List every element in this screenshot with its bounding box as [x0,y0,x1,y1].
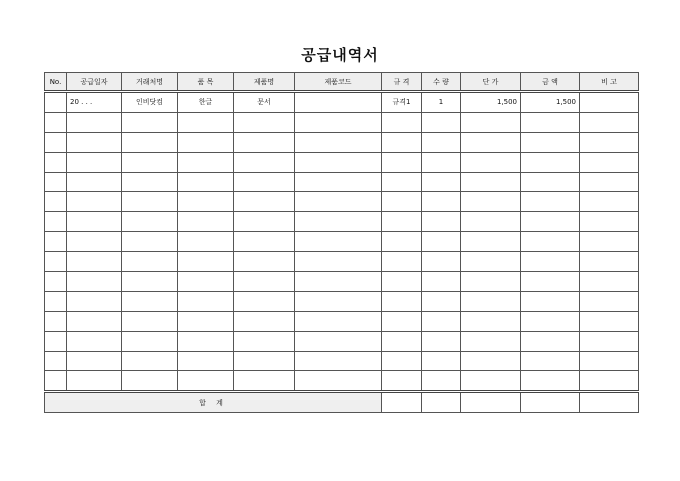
cell-product-code[interactable] [295,192,382,212]
cell-product-name[interactable] [234,192,295,212]
cell-supply-date[interactable] [67,351,122,371]
cell-note[interactable] [580,252,639,272]
cell-supply-date[interactable] [67,232,122,252]
cell-supply-date[interactable] [67,172,122,192]
cell-amount[interactable]: 1,500 [521,92,580,113]
column-header-unit-price: 단 가 [461,73,521,92]
cell-amount[interactable] [521,272,580,292]
column-header-spec: 규 격 [382,73,422,92]
cell-supply-date[interactable] [67,371,122,392]
cell-no[interactable] [45,212,67,232]
cell-product-code[interactable] [295,252,382,272]
cell-quantity[interactable]: 1 [422,92,461,113]
cell-product-name[interactable] [234,132,295,152]
cell-supply-date[interactable] [67,311,122,331]
cell-spec[interactable] [382,351,422,371]
total-label: 합 계 [45,392,382,413]
cell-note[interactable] [580,291,639,311]
cell-amount[interactable] [521,112,580,132]
cell-no[interactable] [45,152,67,172]
cell-amount[interactable] [521,371,580,392]
cell-spec[interactable] [382,232,422,252]
cell-note[interactable] [580,212,639,232]
cell-product-name[interactable] [234,252,295,272]
cell-unit-price[interactable]: 1,500 [461,92,521,113]
cell-no[interactable] [45,92,67,113]
cell-item[interactable] [178,132,234,152]
table-row [45,331,639,351]
cell-note[interactable] [580,232,639,252]
column-header-note: 비 고 [580,73,639,92]
cell-item[interactable] [178,212,234,232]
cell-product-name[interactable] [234,152,295,172]
cell-no[interactable] [45,272,67,292]
cell-item[interactable] [178,152,234,172]
cell-item[interactable] [178,112,234,132]
cell-product-name[interactable] [234,232,295,252]
cell-product-code[interactable] [295,331,382,351]
table-row [45,232,639,252]
cell-product-code[interactable] [295,132,382,152]
cell-quantity[interactable] [422,291,461,311]
cell-client-name[interactable] [122,371,178,392]
column-header-item: 품 목 [178,73,234,92]
cell-client-name[interactable] [122,212,178,232]
cell-amount[interactable] [521,252,580,272]
cell-unit-price[interactable] [461,112,521,132]
cell-product-code[interactable] [295,92,382,113]
cell-note[interactable] [580,192,639,212]
cell-note[interactable] [580,92,639,113]
column-header-client-name: 거래처명 [122,73,178,92]
cell-spec[interactable] [382,212,422,232]
column-header-quantity: 수 량 [422,73,461,92]
cell-product-name[interactable] [234,112,295,132]
cell-quantity[interactable] [422,112,461,132]
cell-quantity[interactable] [422,152,461,172]
cell-product-code[interactable] [295,311,382,331]
cell-quantity[interactable] [422,351,461,371]
cell-product-name[interactable]: 문서 [234,92,295,113]
cell-no[interactable] [45,112,67,132]
cell-note[interactable] [580,132,639,152]
cell-unit-price[interactable] [461,252,521,272]
cell-no[interactable] [45,172,67,192]
cell-unit-price[interactable] [461,291,521,311]
table-row [45,311,639,331]
cell-product-code[interactable] [295,371,382,392]
cell-no[interactable] [45,311,67,331]
header-row [45,73,639,92]
cell-client-name[interactable] [122,252,178,272]
cell-supply-date[interactable] [67,192,122,212]
cell-quantity[interactable] [422,132,461,152]
cell-item[interactable] [178,291,234,311]
cell-product-name[interactable] [234,351,295,371]
cell-quantity[interactable] [422,331,461,351]
cell-amount[interactable] [521,331,580,351]
cell-product-code[interactable] [295,232,382,252]
cell-note[interactable] [580,112,639,132]
table-row [45,192,639,212]
cell-product-name[interactable] [234,172,295,192]
cell-client-name[interactable] [122,331,178,351]
cell-note[interactable] [580,272,639,292]
cell-spec[interactable] [382,192,422,212]
cell-note[interactable] [580,152,639,172]
column-header-amount: 금 액 [521,73,580,92]
cell-quantity[interactable] [422,272,461,292]
cell-client-name[interactable] [122,132,178,152]
cell-amount[interactable] [521,232,580,252]
cell-item[interactable]: 한글 [178,92,234,113]
cell-amount[interactable] [521,212,580,232]
cell-product-code[interactable] [295,152,382,172]
cell-client-name[interactable] [122,232,178,252]
document-title: 공급내역서 [301,46,379,64]
cell-client-name[interactable] [122,172,178,192]
cell-note[interactable] [580,351,639,371]
cell-note[interactable] [580,311,639,331]
column-header-no: No. [45,73,67,92]
cell-item[interactable] [178,192,234,212]
cell-item[interactable] [178,272,234,292]
cell-spec[interactable] [382,331,422,351]
cell-quantity[interactable] [422,252,461,272]
cell-note[interactable] [580,172,639,192]
table-row [45,291,639,311]
cell-no[interactable] [45,331,67,351]
cell-amount[interactable] [521,351,580,371]
table-row [45,252,639,272]
table-row [45,351,639,371]
cell-item[interactable] [178,232,234,252]
cell-item[interactable] [178,252,234,272]
table-row [45,172,639,192]
cell-unit-price[interactable] [461,212,521,232]
cell-unit-price[interactable] [461,152,521,172]
cell-unit-price[interactable] [461,232,521,252]
cell-spec[interactable] [382,311,422,331]
cell-amount[interactable] [521,311,580,331]
column-header-product-name: 제품명 [234,73,295,92]
cell-quantity[interactable] [422,371,461,392]
table-row [45,152,639,172]
cell-no[interactable] [45,192,67,212]
cell-no[interactable] [45,232,67,252]
cell-quantity[interactable] [422,311,461,331]
cell-quantity[interactable] [422,232,461,252]
cell-spec[interactable] [382,112,422,132]
cell-quantity[interactable] [422,172,461,192]
cell-product-name[interactable] [234,291,295,311]
total-cell-quantity[interactable] [422,392,461,413]
cell-unit-price[interactable] [461,192,521,212]
cell-supply-date[interactable] [67,112,122,132]
cell-quantity[interactable] [422,212,461,232]
cell-product-code[interactable] [295,351,382,371]
cell-client-name[interactable]: 인비닷컴 [122,92,178,113]
cell-spec[interactable] [382,371,422,392]
cell-amount[interactable] [521,132,580,152]
cell-product-code[interactable] [295,112,382,132]
cell-supply-date[interactable] [67,132,122,152]
total-row [45,392,639,413]
cell-supply-date[interactable] [67,212,122,232]
cell-spec[interactable] [382,172,422,192]
cell-product-name[interactable] [234,311,295,331]
column-header-supply-date: 공급일자 [67,73,122,92]
total-cell-unit-price[interactable] [461,392,521,413]
cell-unit-price[interactable] [461,351,521,371]
total-cell-spec[interactable] [382,392,422,413]
cell-supply-date[interactable] [67,272,122,292]
cell-no[interactable] [45,371,67,392]
cell-supply-date[interactable] [67,252,122,272]
cell-note[interactable] [580,371,639,392]
supply-ledger-table [44,72,639,413]
cell-no[interactable] [45,351,67,371]
cell-spec[interactable] [382,132,422,152]
cell-item[interactable] [178,172,234,192]
cell-note[interactable] [580,331,639,351]
table-row [45,112,639,132]
cell-spec[interactable] [382,152,422,172]
cell-spec[interactable] [382,291,422,311]
total-cell-note[interactable] [580,392,639,413]
cell-spec[interactable]: 규격1 [382,92,422,113]
cell-supply-date[interactable] [67,152,122,172]
cell-supply-date[interactable]: 20 . . . [67,92,122,113]
table-row [45,92,639,113]
column-header-product-code: 제품코드 [295,73,382,92]
cell-supply-date[interactable] [67,331,122,351]
cell-amount[interactable] [521,192,580,212]
cell-unit-price[interactable] [461,311,521,331]
cell-no[interactable] [45,252,67,272]
cell-product-code[interactable] [295,272,382,292]
cell-client-name[interactable] [122,311,178,331]
cell-product-name[interactable] [234,371,295,392]
cell-client-name[interactable] [122,192,178,212]
cell-spec[interactable] [382,272,422,292]
cell-client-name[interactable] [122,291,178,311]
cell-item[interactable] [178,331,234,351]
cell-amount[interactable] [521,152,580,172]
cell-unit-price[interactable] [461,272,521,292]
cell-client-name[interactable] [122,152,178,172]
table-row [45,212,639,232]
table-row [45,132,639,152]
cell-product-code[interactable] [295,291,382,311]
cell-quantity[interactable] [422,192,461,212]
cell-supply-date[interactable] [67,291,122,311]
cell-product-code[interactable] [295,212,382,232]
cell-product-name[interactable] [234,212,295,232]
table-row [45,371,639,392]
cell-item[interactable] [178,351,234,371]
cell-unit-price[interactable] [461,371,521,392]
cell-client-name[interactable] [122,272,178,292]
cell-product-name[interactable] [234,272,295,292]
cell-product-code[interactable] [295,172,382,192]
cell-unit-price[interactable] [461,331,521,351]
cell-item[interactable] [178,371,234,392]
cell-client-name[interactable] [122,351,178,371]
cell-no[interactable] [45,291,67,311]
cell-spec[interactable] [382,252,422,272]
table-row [45,272,639,292]
cell-amount[interactable] [521,291,580,311]
cell-item[interactable] [178,311,234,331]
cell-client-name[interactable] [122,112,178,132]
total-cell-amount[interactable] [521,392,580,413]
cell-no[interactable] [45,132,67,152]
cell-amount[interactable] [521,172,580,192]
cell-unit-price[interactable] [461,172,521,192]
cell-unit-price[interactable] [461,132,521,152]
cell-product-name[interactable] [234,331,295,351]
